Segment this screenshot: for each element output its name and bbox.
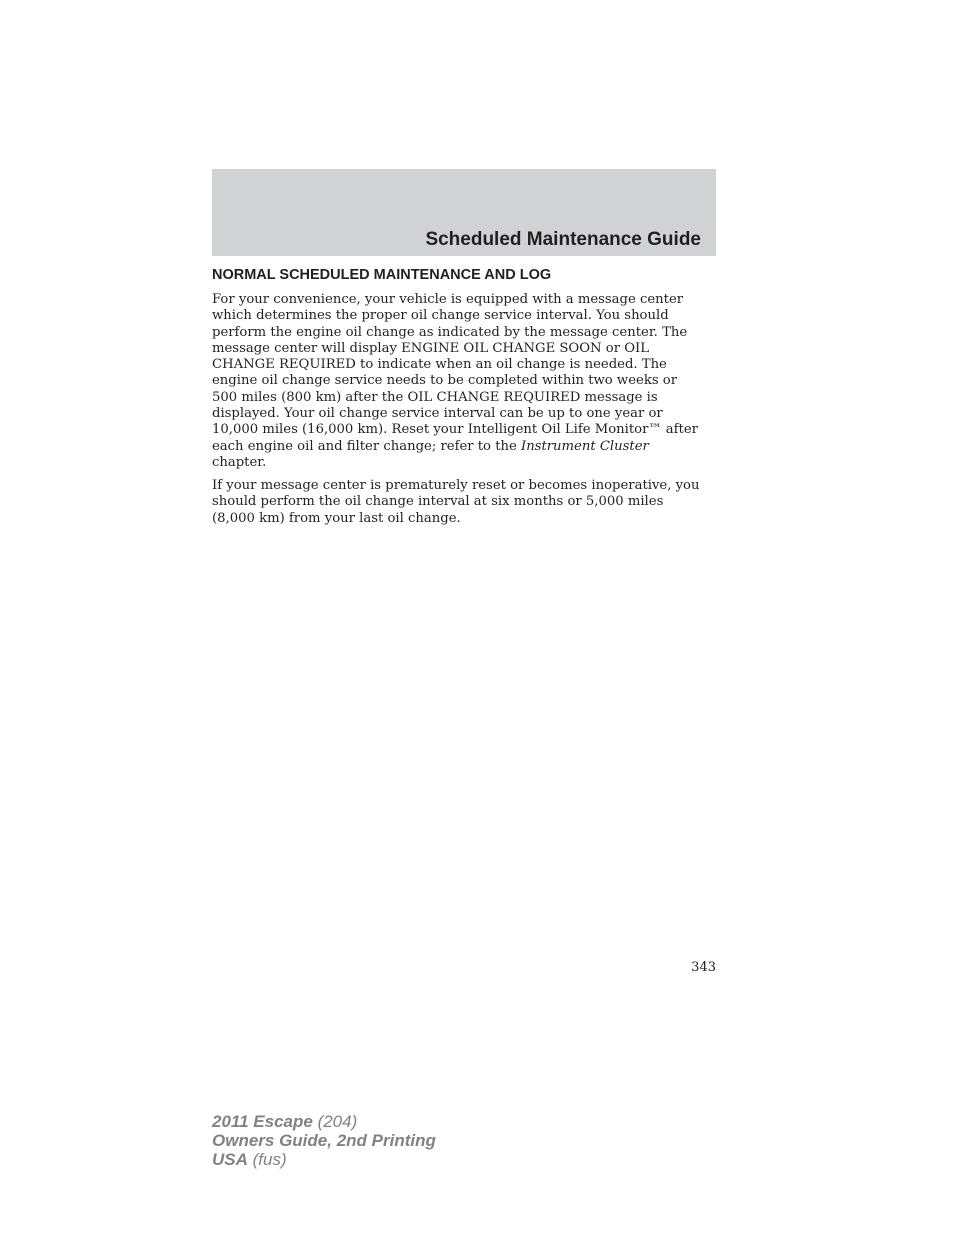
footer-market: USA: [212, 1150, 248, 1169]
paragraph-line: CHANGE REQUIRED to indicate when an oil change is needed. The: [212, 357, 667, 373]
paragraph-line: 500 miles (800 km) after the OIL CHANGE REQUIRED message is: [212, 389, 658, 405]
page-number: 343: [691, 960, 716, 975]
footer-market-row: [212, 1150, 436, 1169]
footer-model-code: (204): [317, 1112, 358, 1131]
paragraph-line: perform the engine oil change as indicated by the message center. The: [212, 324, 688, 340]
paragraph-line: If your message center is prematurely reset or becomes inoperative, you: [212, 478, 700, 493]
body-paragraph-1: [212, 292, 716, 471]
paragraph-line: which determines the proper oil change service interval. You should: [212, 308, 669, 324]
chapter-header-band: [212, 169, 716, 256]
paragraph-line: For your convenience, your vehicle is equipped with a message center: [212, 292, 684, 307]
paragraph-text: each engine oil and filter change; refer to the: [212, 438, 521, 454]
document-footer: [212, 1112, 436, 1169]
paragraph-line: should perform the oil change interval at six months or 5,000 miles: [212, 494, 664, 510]
body-paragraph-2: [212, 478, 716, 527]
paragraph-line: (8,000 km) from your last oil change.: [212, 510, 461, 526]
footer-guide: Owners Guide, 2nd Printing: [212, 1131, 436, 1150]
paragraph-line: engine oil change service needs to be completed within two weeks or: [212, 373, 678, 389]
paragraph-line: displayed. Your oil change service interval can be up to one year or: [212, 406, 663, 422]
footer-model-row: [212, 1112, 436, 1131]
paragraph-line: chapter.: [212, 454, 267, 470]
paragraph-line: 10,000 miles (16,000 km). Reset your Intelligent Oil Life Monitor™ after: [212, 422, 698, 438]
paragraph-line: [212, 439, 716, 455]
footer-market-code: (fus): [252, 1150, 287, 1169]
paragraph-line: message center will display ENGINE OIL CHANGE SOON or OIL: [212, 340, 649, 356]
footer-model: 2011 Escape: [212, 1112, 313, 1131]
chapter-title: Scheduled Maintenance Guide: [425, 229, 701, 250]
chapter-reference: Instrument Cluster: [520, 438, 649, 454]
section-heading: NORMAL SCHEDULED MAINTENANCE AND LOG: [212, 267, 552, 283]
